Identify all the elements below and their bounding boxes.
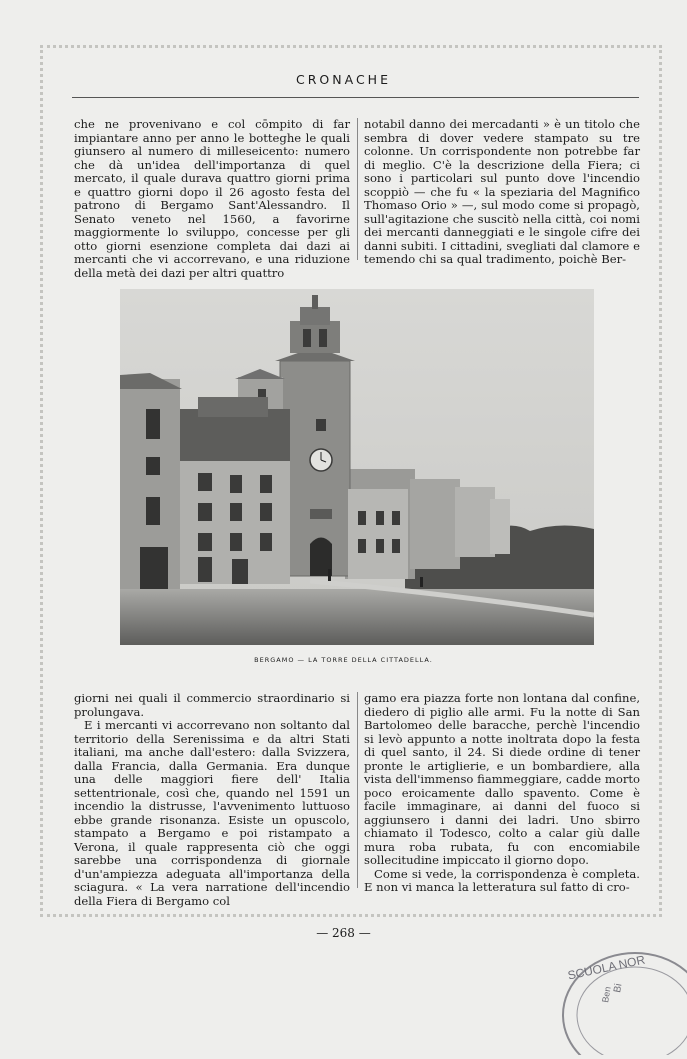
paragraph: che ne provenivano e col cōmpito di far impiantare anno per anno le botteghe le quali giunsero al numero di milleseicento: numero che dà un'idea dell'importanza di quel mercato, il quale durava quattro giorni prima e quattro giorni dopo il 26 agosto festa del patrono di Bergamo Sant'Alessandro. Il Senato veneto nel 1560, a favorirne maggiormente lo sviluppo, concesse per gli otto giorni esenzione completa dai dazi ai mercanti che vi accorrevano, e una riduzione della metà dei dazi per altri quattro xyxy=(74,117,350,280)
column-divider xyxy=(357,118,358,260)
page-number: — 268 — xyxy=(316,926,371,940)
stamp-text: SCUOLA NOR xyxy=(566,952,647,983)
photo-torre-cittadella xyxy=(120,289,594,645)
column-divider xyxy=(357,692,358,888)
paragraph: gamo era piazza forte non lontana dal confine, diedero di piglio alle armi. Fu la notte di San Bartolomeo delle baracche, perchè l'incendio si levò appunto a notte inoltrata dopo la festa di quel santo, il 24. Si diede ordine di tener pronte le artiglierie, e un bombardiere, alla vista dell'immenso fiammeggiare, cadde morto poco eroicamente dallo spavento. Come è facile immaginare, ai danni del fuoco si aggiunsero i danni dei ladri. Uno sbirro chiamato il Todesco, colto a calar giù dalle mura roba rubata, fu con encomiabile sollecitudine impiccato il giorno dopo. xyxy=(364,691,640,867)
bottom-right-column xyxy=(364,692,640,895)
figure-caption: BERGAMO — LA TORRE DELLA CITTADELLA. xyxy=(254,656,433,664)
stamp-text: Ben xyxy=(600,985,613,1004)
bottom-left-column xyxy=(74,692,350,908)
paragraph: Come si vede, la corrispondenza è completa. E non vi manca la letteratura sul fatto di cro- xyxy=(364,866,640,894)
top-left-column xyxy=(74,118,350,280)
paragraph: giorni nei quali il commercio straordinario si prolungava. xyxy=(74,691,350,719)
library-stamp xyxy=(560,945,687,1055)
stamp-text: Bi xyxy=(612,982,625,994)
header-rule xyxy=(72,97,639,98)
paragraph: notabil danno dei mercadanti » è un titolo che sembra di dover vedere stampato su tre colonne. Un corrispondente non potrebbe far di meglio. C'è la descrizione della Fiera; ci sono i particolari sul punto dove l'incendio scoppiò — che fu « la speziaria del Magnifico Thomaso Orio » —, sul modo come si propagò, sull'agitazione che suscitò nella città, coi nomi dei mercanti danneggiati e le singole cifre dei danni subiti. I cittadini, svegliati dal clamore e temendo chi sa qual tradimento, poichè Ber- xyxy=(364,117,640,266)
top-right-column xyxy=(364,118,640,267)
running-header: CRONACHE xyxy=(296,72,391,87)
paragraph: E i mercanti vi accorrevano non soltanto dal territorio della Serenissima e da altri Stati italiani, ma anche dall'estero: dalla Svizzera, dalla Francia, dalla Germania. Era dunque una delle maggiori fiere dell' Italia settentrionale, così che, quando nel 1591 un incendio la distrusse, l'avvenimento luttuoso ebbe grande risonanza. Esiste un opuscolo, stampato a Bergamo e poi ristampato a Verona, il quale rappresenta ciò che oggi sarebbe una corrispondenza di giornale d'un'ampiezza adeguata all'importanza della sciagura. « La vera narratione dell'incendio della Fiera di Bergamo col xyxy=(74,718,350,908)
